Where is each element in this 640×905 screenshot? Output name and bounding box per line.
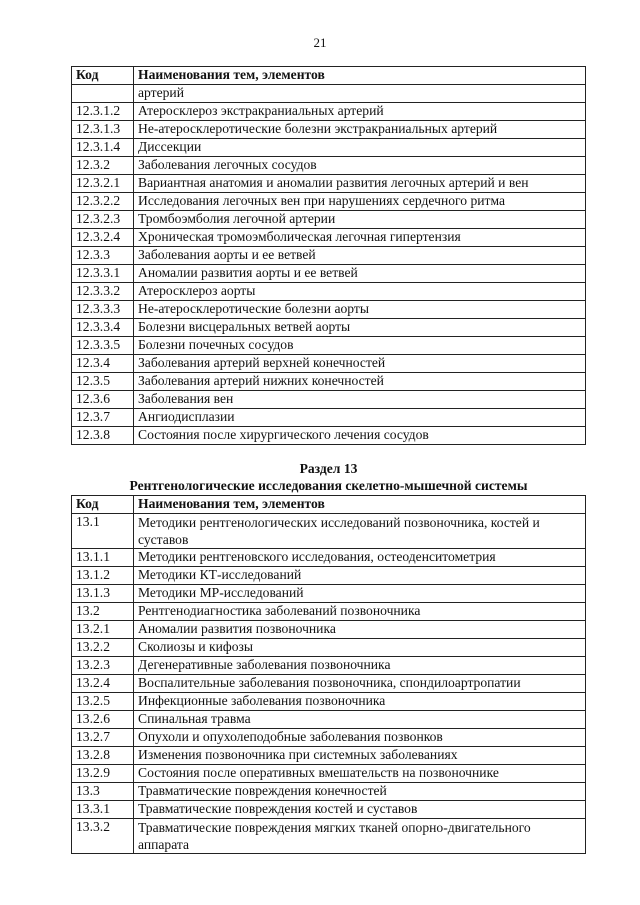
- column-header-name: Наименования тем, элементов: [134, 67, 586, 85]
- row-name: Ангиодисплазии: [134, 409, 586, 427]
- table-row: [72, 265, 586, 283]
- topics-table-section-12: [71, 66, 586, 445]
- row-code: [72, 85, 134, 103]
- row-code: 12.3.1.2: [72, 103, 134, 121]
- row-name: Заболевания артерий верхней конечностей: [134, 355, 586, 373]
- row-name: Травматические повреждения костей и суставов: [134, 801, 586, 819]
- row-code: 12.3.3: [72, 247, 134, 265]
- row-code: 13.3.1: [72, 801, 134, 819]
- table-row: [72, 85, 586, 103]
- table-row: [72, 621, 586, 639]
- row-name: Сколиозы и кифозы: [134, 639, 586, 657]
- row-name: Диссекции: [134, 139, 586, 157]
- row-code: 12.3.8: [72, 427, 134, 445]
- row-name: Болезни почечных сосудов: [134, 337, 586, 355]
- column-header-code: Код: [72, 67, 134, 85]
- column-header-name: Наименования тем, элементов: [134, 496, 586, 514]
- row-name: Тромбоэмболия легочной артерии: [134, 211, 586, 229]
- row-name: Атеросклероз аорты: [134, 283, 586, 301]
- row-name: Аномалии развития позвоночника: [134, 621, 586, 639]
- row-code: 13.1.1: [72, 549, 134, 567]
- row-name: Хроническая тромоэмболическая легочная гипертензия: [134, 229, 586, 247]
- row-code: 13.2.5: [72, 693, 134, 711]
- row-name: Опухоли и опухолеподобные заболевания позвонков: [134, 729, 586, 747]
- row-name: Не-атеросклеротические болезни аорты: [134, 301, 586, 319]
- row-code: 13.2.4: [72, 675, 134, 693]
- row-code: 13.1: [72, 514, 134, 549]
- table-row: [72, 657, 586, 675]
- row-code: 12.3.5: [72, 373, 134, 391]
- row-name: Аномалии развития аорты и ее ветвей: [134, 265, 586, 283]
- table-row: [72, 211, 586, 229]
- table-row: [72, 283, 586, 301]
- row-name: Заболевания легочных сосудов: [134, 157, 586, 175]
- table-row: [72, 373, 586, 391]
- row-code: 13.3.2: [72, 819, 134, 854]
- row-name: Рентгенодиагностика заболеваний позвоночника: [134, 603, 586, 621]
- table-row: [72, 301, 586, 319]
- row-code: 13.2.6: [72, 711, 134, 729]
- row-code: 13.2.2: [72, 639, 134, 657]
- row-code: 12.3.1.3: [72, 121, 134, 139]
- row-name: Воспалительные заболевания позвоночника, спондилоартропатии: [134, 675, 586, 693]
- table-body: [72, 85, 586, 445]
- row-code: 12.3.2.1: [72, 175, 134, 193]
- row-code: 13.1.2: [72, 567, 134, 585]
- row-code: 13.2.3: [72, 657, 134, 675]
- table-row: [72, 103, 586, 121]
- row-code: 12.3.4: [72, 355, 134, 373]
- row-code: 12.3.6: [72, 391, 134, 409]
- row-name: Спинальная травма: [134, 711, 586, 729]
- table-row: [72, 603, 586, 621]
- table-row: [72, 567, 586, 585]
- table-row: [72, 819, 586, 854]
- table-row: [72, 747, 586, 765]
- row-code: 12.3.3.1: [72, 265, 134, 283]
- section-title: Раздел 13: [299, 461, 358, 476]
- table-row: [72, 549, 586, 567]
- table-row: [72, 355, 586, 373]
- column-header-code: Код: [72, 496, 134, 514]
- row-name: Состояния после хирургического лечения сосудов: [134, 427, 586, 445]
- row-code: 13.2: [72, 603, 134, 621]
- table-row: [72, 193, 586, 211]
- row-code: 13.1.3: [72, 585, 134, 603]
- table-row: [72, 427, 586, 445]
- table-row: [72, 157, 586, 175]
- row-name: Состояния после оперативных вмешательств на позвоночнике: [134, 765, 586, 783]
- row-name: Не-атеросклеротические болезни экстракраниальных артерий: [134, 121, 586, 139]
- row-code: 12.3.3.3: [72, 301, 134, 319]
- table-row: [72, 391, 586, 409]
- row-name: Заболевания вен: [134, 391, 586, 409]
- row-code: 12.3.1.4: [72, 139, 134, 157]
- row-name: Методики рентгеновского исследования, остеоденситометрия: [134, 549, 586, 567]
- row-name: Исследования легочных вен при нарушениях сердечного ритма: [134, 193, 586, 211]
- row-code: 12.3.2.4: [72, 229, 134, 247]
- table-row: [72, 675, 586, 693]
- table-row: [72, 175, 586, 193]
- table-row: [72, 765, 586, 783]
- row-code: 13.2.8: [72, 747, 134, 765]
- row-code: 12.3.3.2: [72, 283, 134, 301]
- table-row: [72, 783, 586, 801]
- row-code: 13.2.7: [72, 729, 134, 747]
- table-row: [72, 247, 586, 265]
- row-code: 13.3: [72, 783, 134, 801]
- table-header-row: [72, 496, 586, 514]
- table-body: [72, 514, 586, 854]
- section-subtitle: Рентгенологические исследования скелетно-мышечной системы: [129, 478, 528, 493]
- table-row: [72, 729, 586, 747]
- row-name: Изменения позвоночника при системных заболеваниях: [134, 747, 586, 765]
- row-name: Болезни висцеральных ветвей аорты: [134, 319, 586, 337]
- row-code: 13.2.9: [72, 765, 134, 783]
- row-name: артерий: [134, 85, 586, 103]
- table-row: [72, 585, 586, 603]
- table-row: [72, 801, 586, 819]
- row-name: Дегенеративные заболевания позвоночника: [134, 657, 586, 675]
- row-name: Вариантная анатомия и аномалии развития легочных артерий и вен: [134, 175, 586, 193]
- row-name: Инфекционные заболевания позвоночника: [134, 693, 586, 711]
- table-row: [72, 711, 586, 729]
- topics-table-section-13: [71, 495, 586, 854]
- row-code: 12.3.2.3: [72, 211, 134, 229]
- row-code: 12.3.3.5: [72, 337, 134, 355]
- row-name: Травматические повреждения конечностей: [134, 783, 586, 801]
- row-name: Заболевания аорты и ее ветвей: [134, 247, 586, 265]
- row-code: 12.3.3.4: [72, 319, 134, 337]
- row-name: Методики КТ-исследований: [134, 567, 586, 585]
- row-name: Атеросклероз экстракраниальных артерий: [134, 103, 586, 121]
- table-row: [72, 337, 586, 355]
- row-name: Заболевания артерий нижних конечностей: [134, 373, 586, 391]
- row-code: 12.3.2: [72, 157, 134, 175]
- table-row: [72, 514, 586, 549]
- table-row: [72, 409, 586, 427]
- table-row: [72, 139, 586, 157]
- table-row: [72, 319, 586, 337]
- page-number: 21: [313, 35, 327, 50]
- row-name: Методики МР-исследований: [134, 585, 586, 603]
- table-row: [72, 229, 586, 247]
- table-header-row: [72, 67, 586, 85]
- table-row: [72, 693, 586, 711]
- table-row: [72, 121, 586, 139]
- row-code: 12.3.7: [72, 409, 134, 427]
- row-code: 13.2.1: [72, 621, 134, 639]
- row-code: 12.3.2.2: [72, 193, 134, 211]
- row-name: Травматические повреждения мягких тканей опорно-двигательного аппарата: [134, 819, 586, 854]
- row-name: Методики рентгенологических исследований позвоночника, костей и суставов: [134, 514, 586, 549]
- table-row: [72, 639, 586, 657]
